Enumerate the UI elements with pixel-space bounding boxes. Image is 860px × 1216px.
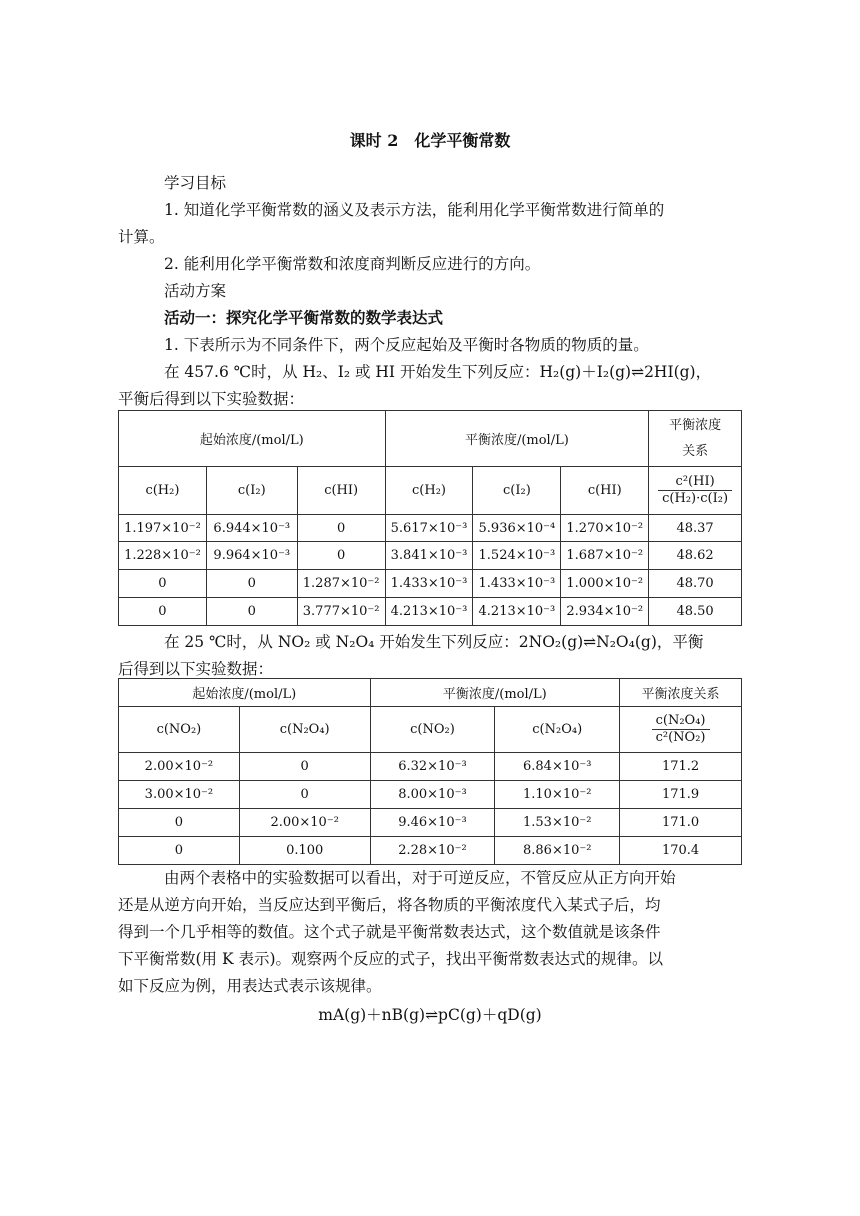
table-row — [119, 542, 742, 570]
col-c-n2o4: c(N₂O₄) — [239, 707, 370, 753]
table-cell: 2.00×10⁻² — [119, 753, 240, 781]
paragraph-line-2: 还是从逆方向开始，当反应达到平衡后，将各物质的平衡浓度代入某式子后，均 — [118, 896, 661, 914]
table-row — [119, 781, 742, 809]
table-row — [119, 598, 742, 626]
table-cell: 2.934×10⁻² — [561, 598, 649, 626]
table-cell: 9.46×10⁻³ — [370, 809, 495, 837]
header-relation — [649, 411, 742, 467]
plan-heading: 活动方案 — [164, 282, 227, 300]
table-cell: 0 — [119, 809, 240, 837]
col-c-i2: c(I₂) — [206, 467, 297, 515]
table-cell: 8.86×10⁻² — [495, 837, 620, 865]
goal-2: 2. 能利用化学平衡常数和浓度商判断反应进行的方向。 — [164, 255, 541, 273]
table-cell: 5.936×10⁻⁴ — [473, 515, 561, 542]
table-cell: 1.53×10⁻² — [495, 809, 620, 837]
header-equilibrium-2: 平衡浓度/(mol/L) — [370, 679, 620, 707]
intro-1-line-1: 在 457.6 ℃时，从 H₂、I₂ 或 HI 开始发生下列反应：H₂(g)＋I₂(g)⇌2HI(g)， — [164, 363, 712, 381]
col-ratio-2 — [620, 707, 742, 753]
table-cell: 0 — [239, 781, 370, 809]
lesson-title: 课时 2 化学平衡常数 — [349, 131, 511, 150]
table-cell: 6.32×10⁻³ — [370, 753, 495, 781]
activity-1-heading: 活动一：探究化学平衡常数的数学表达式 — [164, 308, 444, 327]
table-cell: 3.00×10⁻² — [119, 781, 240, 809]
table-cell: 6.84×10⁻³ — [495, 753, 620, 781]
header-equilibrium: 平衡浓度/(mol/L) — [385, 411, 649, 467]
table-cell: 1.433×10⁻³ — [385, 570, 473, 598]
paragraph-line-4: 下平衡常数(用 K 表示)。观察两个反应的式子，找出平衡常数表达式的规律。以 — [118, 950, 664, 968]
table-row — [119, 570, 742, 598]
table-cell: 171.0 — [620, 809, 742, 837]
paragraph-line-3: 得到一个几乎相等的数值。这个式子就是平衡常数表达式，这个数值就是该条件 — [118, 923, 661, 941]
table-cell: 48.50 — [649, 598, 742, 626]
item-1: 1. 下表所示为不同条件下，两个反应起始及平衡时各物质的物质的量。 — [164, 336, 649, 354]
table-cell: 0.100 — [239, 837, 370, 865]
goal-1-line-1: 1. 知道化学平衡常数的涵义及表示方法，能利用化学平衡常数进行简单的 — [164, 201, 665, 219]
header-start: 起始浓度/(mol/L) — [119, 411, 386, 467]
table-cell: 3.777×10⁻² — [297, 598, 385, 626]
col-eq-c-h2: c(H₂) — [385, 467, 473, 515]
table-row — [119, 515, 742, 542]
table-row — [119, 753, 742, 781]
table-cell: 0 — [206, 598, 297, 626]
table-cell: 5.617×10⁻³ — [385, 515, 473, 542]
ratio-denominator: c(H₂)·c(I₂) — [662, 491, 729, 506]
col-c-hi: c(HI) — [297, 467, 385, 515]
table-cell: 4.213×10⁻³ — [385, 598, 473, 626]
table-cell: 0 — [297, 515, 385, 542]
table-cell: 1.687×10⁻² — [561, 542, 649, 570]
table-cell: 170.4 — [620, 837, 742, 865]
ratio-numerator: c²(HI) — [658, 474, 732, 491]
table-row — [119, 809, 742, 837]
table-cell: 2.00×10⁻² — [239, 809, 370, 837]
table-cell: 9.964×10⁻³ — [206, 542, 297, 570]
table-cell: 48.37 — [649, 515, 742, 542]
table-cell: 4.213×10⁻³ — [473, 598, 561, 626]
table-cell: 1.524×10⁻³ — [473, 542, 561, 570]
table-cell: 0 — [239, 753, 370, 781]
table-cell: 171.9 — [620, 781, 742, 809]
table-cell: 1.10×10⁻² — [495, 781, 620, 809]
table-cell: 0 — [119, 837, 240, 865]
header-relation-line-2: 关系 — [682, 443, 709, 459]
table-cell: 48.62 — [649, 542, 742, 570]
table-cell: 0 — [119, 570, 207, 598]
hi-equilibrium-table — [118, 410, 742, 626]
intro-2-line-2: 后得到以下实验数据： — [118, 660, 274, 678]
paragraph-line-1: 由两个表格中的实验数据可以看出，对于可逆反应，不管反应从正方向开始 — [164, 869, 676, 887]
header-start-2: 起始浓度/(mol/L) — [119, 679, 371, 707]
table-cell: 1.270×10⁻² — [561, 515, 649, 542]
col-ratio — [649, 467, 742, 515]
no2-equilibrium-table — [118, 678, 742, 865]
table-cell: 0 — [206, 570, 297, 598]
col-c-no2: c(NO₂) — [119, 707, 240, 753]
ratio-fraction — [658, 474, 732, 507]
goals-heading: 学习目标 — [164, 174, 227, 192]
table-cell: 0 — [119, 598, 207, 626]
table-cell: 1.000×10⁻² — [561, 570, 649, 598]
ratio-numerator-2: c(N₂O₄) — [652, 713, 710, 730]
table-cell: 1.228×10⁻² — [119, 542, 207, 570]
header-relation-line-1: 平衡浓度 — [669, 417, 722, 433]
ratio-fraction-2 — [652, 713, 710, 746]
goal-1-line-2: 计算。 — [118, 228, 165, 246]
table-row — [119, 837, 742, 865]
intro-1-line-2: 平衡后得到以下实验数据： — [118, 390, 305, 408]
table-cell: 171.2 — [620, 753, 742, 781]
table-cell: 1.433×10⁻³ — [473, 570, 561, 598]
col-c-h2: c(H₂) — [119, 467, 207, 515]
general-reaction-equation: mA(g)＋nB(g)⇌pC(g)＋qD(g) — [318, 1006, 542, 1024]
table-cell: 8.00×10⁻³ — [370, 781, 495, 809]
table-cell: 0 — [297, 542, 385, 570]
intro-2-line-1: 在 25 ℃时，从 NO₂ 或 N₂O₄ 开始发生下列反应：2NO₂(g)⇌N₂O₄(g)，平衡 — [164, 633, 704, 651]
table-cell: 1.197×10⁻² — [119, 515, 207, 542]
paragraph-line-5: 如下反应为例，用表达式表示该规律。 — [118, 977, 382, 995]
col-eq-c-n2o4: c(N₂O₄) — [495, 707, 620, 753]
table-cell: 2.28×10⁻² — [370, 837, 495, 865]
ratio-denominator-2: c²(NO₂) — [655, 730, 706, 745]
table-cell: 3.841×10⁻³ — [385, 542, 473, 570]
header-relation-2: 平衡浓度关系 — [620, 679, 742, 707]
col-eq-c-no2: c(NO₂) — [370, 707, 495, 753]
col-eq-c-i2: c(I₂) — [473, 467, 561, 515]
table-cell: 48.70 — [649, 570, 742, 598]
col-eq-c-hi: c(HI) — [561, 467, 649, 515]
table-cell: 1.287×10⁻² — [297, 570, 385, 598]
table-cell: 6.944×10⁻³ — [206, 515, 297, 542]
